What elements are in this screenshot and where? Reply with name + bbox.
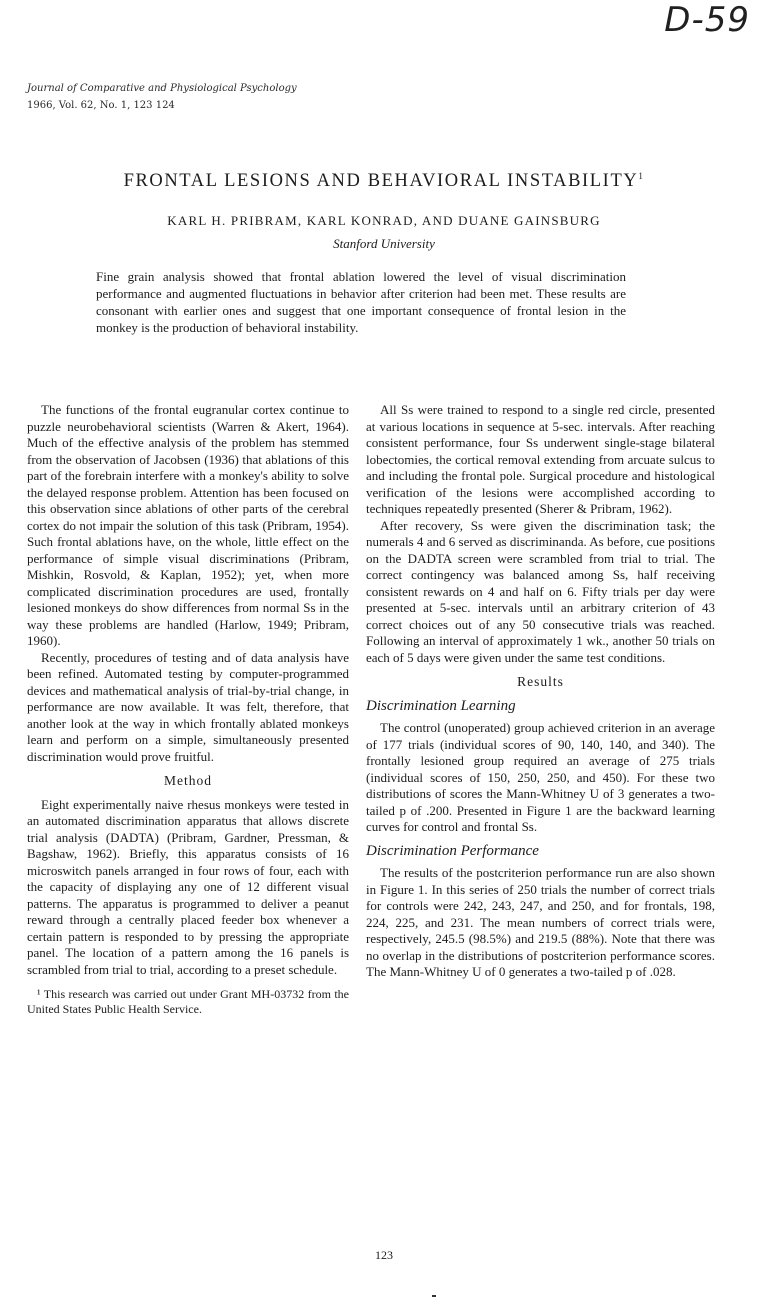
method-paragraph-2: All Ss were trained to respond to a single red circle, presented at various locations in sequence at 5-sec. intervals. After reaching consistent performance, four Ss underwent single-stage bilateral lobectomies, the cortical removal extending from arcuate sulcus to and including the frontal pole. Surgical procedure and histological verification of the lesions were accomplished according to techniques repeatedly presented (Sherer & Pribram, 1962).	[366, 402, 715, 516]
footnote	[27, 987, 349, 1017]
learning-subheading: Discrimination Learning	[366, 697, 516, 714]
abstract: Fine grain analysis showed that frontal ablation lowered the level of visual discrimination performance and augmented fluctuations in behavior after criterion had been met. These results are consonant with earlier ones and suggest that one important consequence of frontal lesion in the monkey is the production of behavioral instability.	[96, 269, 626, 335]
method-paragraph-1: Eight experimentally naive rhesus monkeys were tested in an automated discrimination apparatus that allows discrete trial analysis (DADTA) (Pribram, Gardner, Pressman, & Bagshaw, 1962). Briefly, this apparatus consists of 16 microswitch panels arranged in four rows of four, each with the capacity of displaying any one of 12 different visual patterns. The apparatus is programmed to deliver a peanut reward through a centrally placed feeder box whenever a certain pattern is responded to by pressing the appropriate panel. The location of a pattern among the 16 panels is scrambled from trial to trial, according to a preset schedule.	[27, 796, 349, 977]
performance-paragraph: The results of the postcriterion performance run are also shown in Figure 1. In this series of 250 trials the number of correct trials for controls were 242, 243, 247, and 250, and for frontals, 198, 224, 225, and 231. The mean numbers of correct trials were, respectively, 245.5 (98.5%) and 219.5 (88%). Note that there was no overlap in the distributions of postcriterion performance scores. The Mann-Whitney U of 0 generates a two-tailed p of .028.	[366, 865, 715, 979]
left-column	[27, 402, 349, 1017]
title-footnote-mark: 1	[638, 171, 645, 181]
title-text: FRONTAL LESIONS AND BEHAVIORAL INSTABILITY	[123, 171, 639, 192]
handwritten-page-code: D-59	[664, 0, 750, 40]
journal-citation	[27, 80, 297, 114]
article-title	[0, 171, 768, 192]
footnote-text: ¹ This research was carried out under Grant MH-03732 from the United States Public Health Service.	[27, 987, 349, 1016]
page-number: 123	[375, 1248, 393, 1262]
method-paragraph-3: After recovery, Ss were given the discrimination task; the numerals 4 and 6 served as discriminanda. As before, cue positions on the DADTA screen were scrambled from trial to trial. The correct contingency was balanced among Ss, half receiving consistent rewards on 4 and half on 6. Fifty trials per day were presented at 5-sec. intervals until an arbitrary criterion of 43 correct choices out of any 50 consecutive trials was reached. Following an interval of approximately 1 wk., another 50 trials on each of 5 days were given under the same test conditions.	[366, 517, 715, 665]
journal-name: Journal of Comparative and Physiological Psychology	[27, 83, 297, 94]
scan-speck	[432, 1295, 436, 1297]
learning-paragraph: The control (unoperated) group achieved criterion in an average of 177 trials (individual scores of 90, 140, 140, and 340). The frontally lesioned group required an average of 275 trials (individual scores of 150, 250, 250, and 450). For these two distributions of scores the Mann-Whitney U of 3 generates a two-tailed p of .200. Presented in Figure 1 are the backward learning curves for control and frontal Ss.	[366, 720, 715, 834]
method-heading: Method	[164, 773, 212, 788]
author-list: KARL H. PRIBRAM, KARL KONRAD, AND DUANE GAINSBURG	[167, 213, 601, 228]
results-heading: Results	[517, 674, 564, 689]
performance-subheading: Discrimination Performance	[366, 842, 539, 859]
intro-paragraph-1: The functions of the frontal eugranular cortex continue to puzzle neurobehavioral scientists (Warren & Akert, 1964). Much of the effective analysis of the problem has stemmed from the observation of Jacobsen (1936) that ablations of this part of the forebrain interfere with a monkey's ability to solve the delayed response problem. Attention has been focused on this observation since ablations of other parts of the cerebral cortex do not impair the solution of this task (Pribram, 1954). Such frontal ablations have, on the whole, little effect on the performance of simple visual discriminations (Pribram, Mishkin, Rosvold, & Kaplan, 1952); yet, when more complicated discrimination procedures are used, frontally lesioned monkeys do show differences from normal Ss in the way these problems are handled (Harlow, 1949; Pribram, 1960).	[27, 402, 349, 648]
right-column	[366, 402, 715, 981]
intro-paragraph-2: Recently, procedures of testing and of data analysis have been refined. Automated testing by computer-programmed devices and mathematical analysis of trial-by-trial change, in performance are now available. It was felt, therefore, that another look at the way in which frontally ablated monkeys learn and perform on a simple, simultaneously presented discrimination would prove fruitful.	[27, 649, 349, 764]
journal-volume-info: 1966, Vol. 62, No. 1, 123 124	[27, 100, 175, 111]
affiliation: Stanford University	[333, 236, 435, 251]
